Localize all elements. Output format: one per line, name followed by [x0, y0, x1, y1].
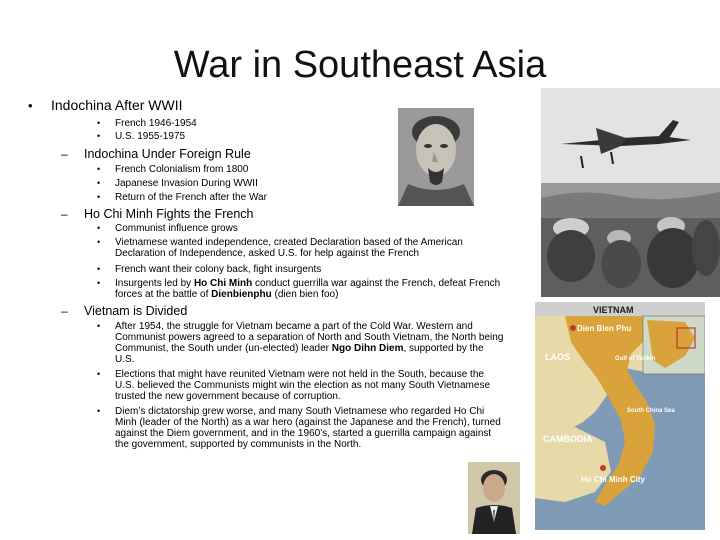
list-item: French Colonialism from 1800 — [115, 164, 249, 175]
bullet-marker: • — [97, 278, 101, 288]
section-heading: Ho Chi Minh Fights the French — [84, 207, 254, 221]
bullet-marker: • — [97, 192, 101, 202]
list-item: Communist influence grows — [115, 223, 238, 234]
bullet-marker: • — [97, 178, 101, 188]
list-item: French want their colony back, fight insurgents — [115, 264, 322, 275]
map-country-label: LAOS — [545, 352, 571, 362]
section-heading: Vietnam is Divided — [84, 304, 188, 318]
bullet-marker: • — [28, 98, 33, 113]
main-heading: Indochina After WWII — [51, 97, 183, 113]
dash-marker: – — [61, 207, 68, 221]
list-item: Japanese Invasion During WWII — [115, 178, 258, 189]
map-city-label: Ho Chi Minh City — [581, 475, 645, 484]
map-title: VIETNAM — [593, 305, 634, 315]
aircraft-over-soldiers-photo — [541, 88, 720, 297]
dash-marker: – — [61, 147, 68, 161]
dash-marker: – — [61, 304, 68, 318]
map-city-label: Dien Bien Phu — [577, 324, 632, 333]
bullet-marker: • — [97, 118, 101, 128]
vietnam-map — [535, 302, 705, 530]
list-item: After 1954, the struggle for Vietnam became a part of the Cold War. Western and Communist powers agreed to a separation of North and South Vietnam, the North being Communist, the South under (un-elected) leader Ngo Dihn Diem, supported by the U.S. — [115, 321, 504, 365]
portrait-photo — [468, 462, 520, 534]
section-heading: Indochina Under Foreign Rule — [84, 147, 251, 161]
list-item: Return of the French after the War — [115, 192, 267, 203]
bullet-marker: • — [97, 164, 101, 174]
bold-name: Ngo Dihn Diem — [331, 343, 404, 354]
bullet-marker: • — [97, 264, 101, 274]
period-item: French 1946-1954 — [115, 118, 197, 129]
bullet-marker: • — [97, 223, 101, 233]
map-sea-label: South China Sea — [627, 408, 675, 414]
slide-title: War in Southeast Asia — [173, 44, 547, 86]
bullet-marker: • — [97, 237, 101, 247]
list-item: Diem’s dictatorship grew worse, and many South Vietnamese who regarded Ho Chi Minh (leader of the North) as a war hero (against the Japanese and the French), turned against the Diem government, and in the 1960’s, started a guerrilla campaign against the government, supported by communists in the North. — [115, 406, 501, 450]
bold-name: Ho Chi Minh — [193, 278, 253, 289]
bold-name: Dienbienphu — [211, 289, 272, 300]
list-item: Insurgents led by Ho Chi Minh conduct guerrilla war against the French, defeat French forces at the battle of Dienbienphu (dien bien foo) — [115, 278, 501, 300]
period-item: U.S. 1955-1975 — [115, 131, 186, 142]
bullet-marker: • — [97, 321, 101, 331]
portrait-photo — [398, 108, 474, 206]
bullet-marker: • — [97, 406, 101, 416]
map-gulf-label: Gulf of Tonkin — [615, 356, 656, 362]
map-country-label: CAMBODIA — [543, 434, 593, 444]
bullet-marker: • — [97, 131, 101, 141]
list-item: Vietnamese wanted independence, created Declaration based of the American Declaration of Independence, asked U.S. for help against the French — [115, 237, 463, 259]
bullet-marker: • — [97, 369, 101, 379]
list-item: Elections that might have reunited Vietnam were not held in the South, because the U.S. believed the Communists might win the election as not many South Vietnamese trusted the new government because of corruption. — [115, 369, 491, 402]
